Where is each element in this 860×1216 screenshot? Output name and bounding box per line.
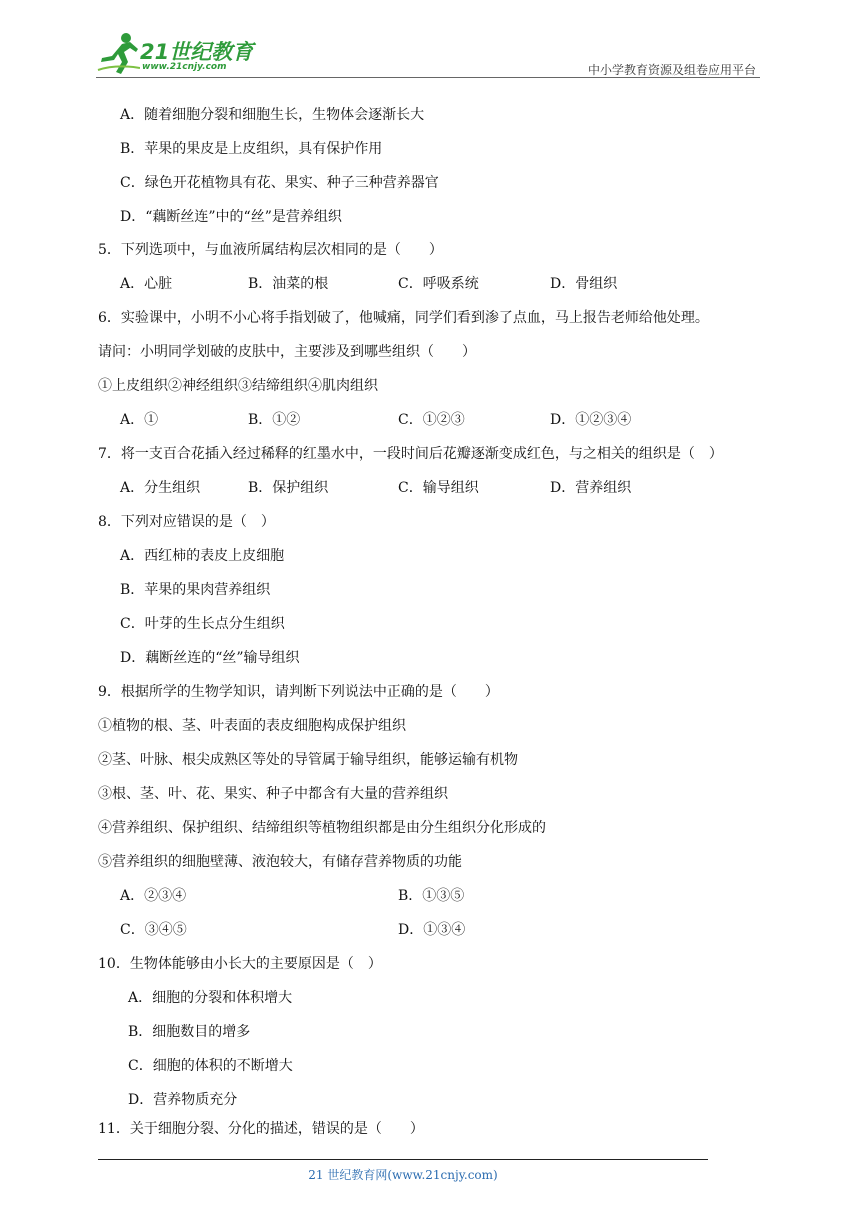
q5-stem: 5．下列选项中，与血液所属结构层次相同的是（ ）	[98, 242, 443, 258]
q9-item-2: ②茎、叶脉、根尖成熟区等处的导管属于输导组织，能够运输有机物	[98, 752, 518, 768]
q6-option-d: D．①②③④	[550, 412, 632, 428]
q9-item-4: ④营养组织、保护组织、结缔组织等植物组织都是由分生组织分化形成的	[98, 820, 546, 836]
q6-options	[98, 410, 762, 430]
q5-option-b: B．油菜的根	[248, 276, 329, 292]
q5-option-a: A．心脏	[120, 276, 173, 292]
q10-stem: 10．生物体能够由小长大的主要原因是（ ）	[98, 956, 382, 972]
q5-option-d: D．骨组织	[550, 276, 618, 292]
q8-option-b: B．苹果的果肉营养组织	[120, 582, 271, 598]
q7-option-a: A．分生组织	[120, 480, 201, 496]
q7-options	[98, 478, 762, 498]
logo-url: www.21cnjy.com	[142, 62, 227, 72]
q6-option-c: C．①②③	[398, 412, 465, 428]
q7-option-c: C．输导组织	[398, 480, 479, 496]
q8-stem: 8．下列对应错误的是（ ）	[98, 514, 275, 530]
q9-item-1: ①植物的根、茎、叶表面的表皮细胞构成保护组织	[98, 718, 406, 734]
q6-stem-line1: 6．实验课中，小明不小心将手指划破了，他喊痛，同学们看到渗了点血，马上报告老师给他处理。	[98, 310, 709, 326]
q9-options-row1	[98, 886, 762, 906]
q10-option-c: C．细胞的体积的不断增大	[128, 1058, 293, 1074]
footer-divider	[98, 1159, 708, 1160]
q7-option-b: B．保护组织	[248, 480, 329, 496]
q7-option-d: D．营养组织	[550, 480, 632, 496]
q6-stem-line2: 请问：小明同学划破的皮肤中，主要涉及到哪些组织（ ）	[98, 344, 476, 360]
q10-option-a: A．细胞的分裂和体积增大	[128, 990, 293, 1006]
q8-option-a: A．西红柿的表皮上皮细胞	[120, 548, 285, 564]
q10-option-d: D．营养物质充分	[128, 1092, 238, 1108]
q9-options-row2	[98, 920, 762, 940]
q7-stem: 7．将一支百合花插入经过稀释的红墨水中，一段时间后花瓣逐渐变成红色，与之相关的组织是（ ）	[98, 446, 723, 462]
q4-option-a: A．随着细胞分裂和细胞生长，生物体会逐渐长大	[120, 107, 425, 123]
q8-option-c: C．叶芽的生长点分生组织	[120, 616, 285, 632]
q9-option-d: D．①③④	[398, 922, 466, 938]
q9-option-a: A．②③④	[120, 888, 187, 904]
q9-item-3: ③根、茎、叶、花、果实、种子中都含有大量的营养组织	[98, 786, 448, 802]
q6-option-b: B．①②	[248, 412, 301, 428]
page-header	[96, 30, 760, 80]
runner-icon	[96, 30, 140, 76]
platform-name: 中小学教育资源及组卷应用平台	[587, 63, 756, 77]
q5-option-c: C．呼吸系统	[398, 276, 479, 292]
header-divider	[96, 77, 760, 78]
q9-stem: 9．根据所学的生物学知识，请判断下列说法中正确的是（ ）	[98, 684, 499, 700]
q4-option-d: D．“藕断丝连”中的“丝”是营养组织	[120, 209, 342, 225]
q9-option-b: B．①③⑤	[398, 888, 465, 904]
q8-option-d: D．藕断丝连的“丝”输导组织	[120, 650, 300, 666]
q4-option-b: B．苹果的果皮是上皮组织，具有保护作用	[120, 141, 383, 157]
site-logo[interactable]	[96, 30, 266, 78]
q11-stem: 11．关于细胞分裂、分化的描述，错误的是（ ）	[98, 1121, 424, 1137]
q4-option-c: C．绿色开花植物具有花、果实、种子三种营养器官	[120, 175, 439, 191]
q6-option-a: A．①	[120, 412, 159, 428]
q6-items: ①上皮组织②神经组织③结缔组织④肌肉组织	[98, 378, 378, 394]
logo-text: 21世纪教育	[140, 40, 254, 64]
footer-text[interactable]: 21 世纪教育网(www.21cnjy.com)	[308, 1168, 498, 1182]
q5-options	[98, 274, 762, 294]
q10-option-b: B．细胞数目的增多	[128, 1024, 251, 1040]
q9-item-5: ⑤营养组织的细胞壁薄、液泡较大，有储存营养物质的功能	[98, 854, 462, 870]
q9-option-c: C．③④⑤	[120, 922, 187, 938]
